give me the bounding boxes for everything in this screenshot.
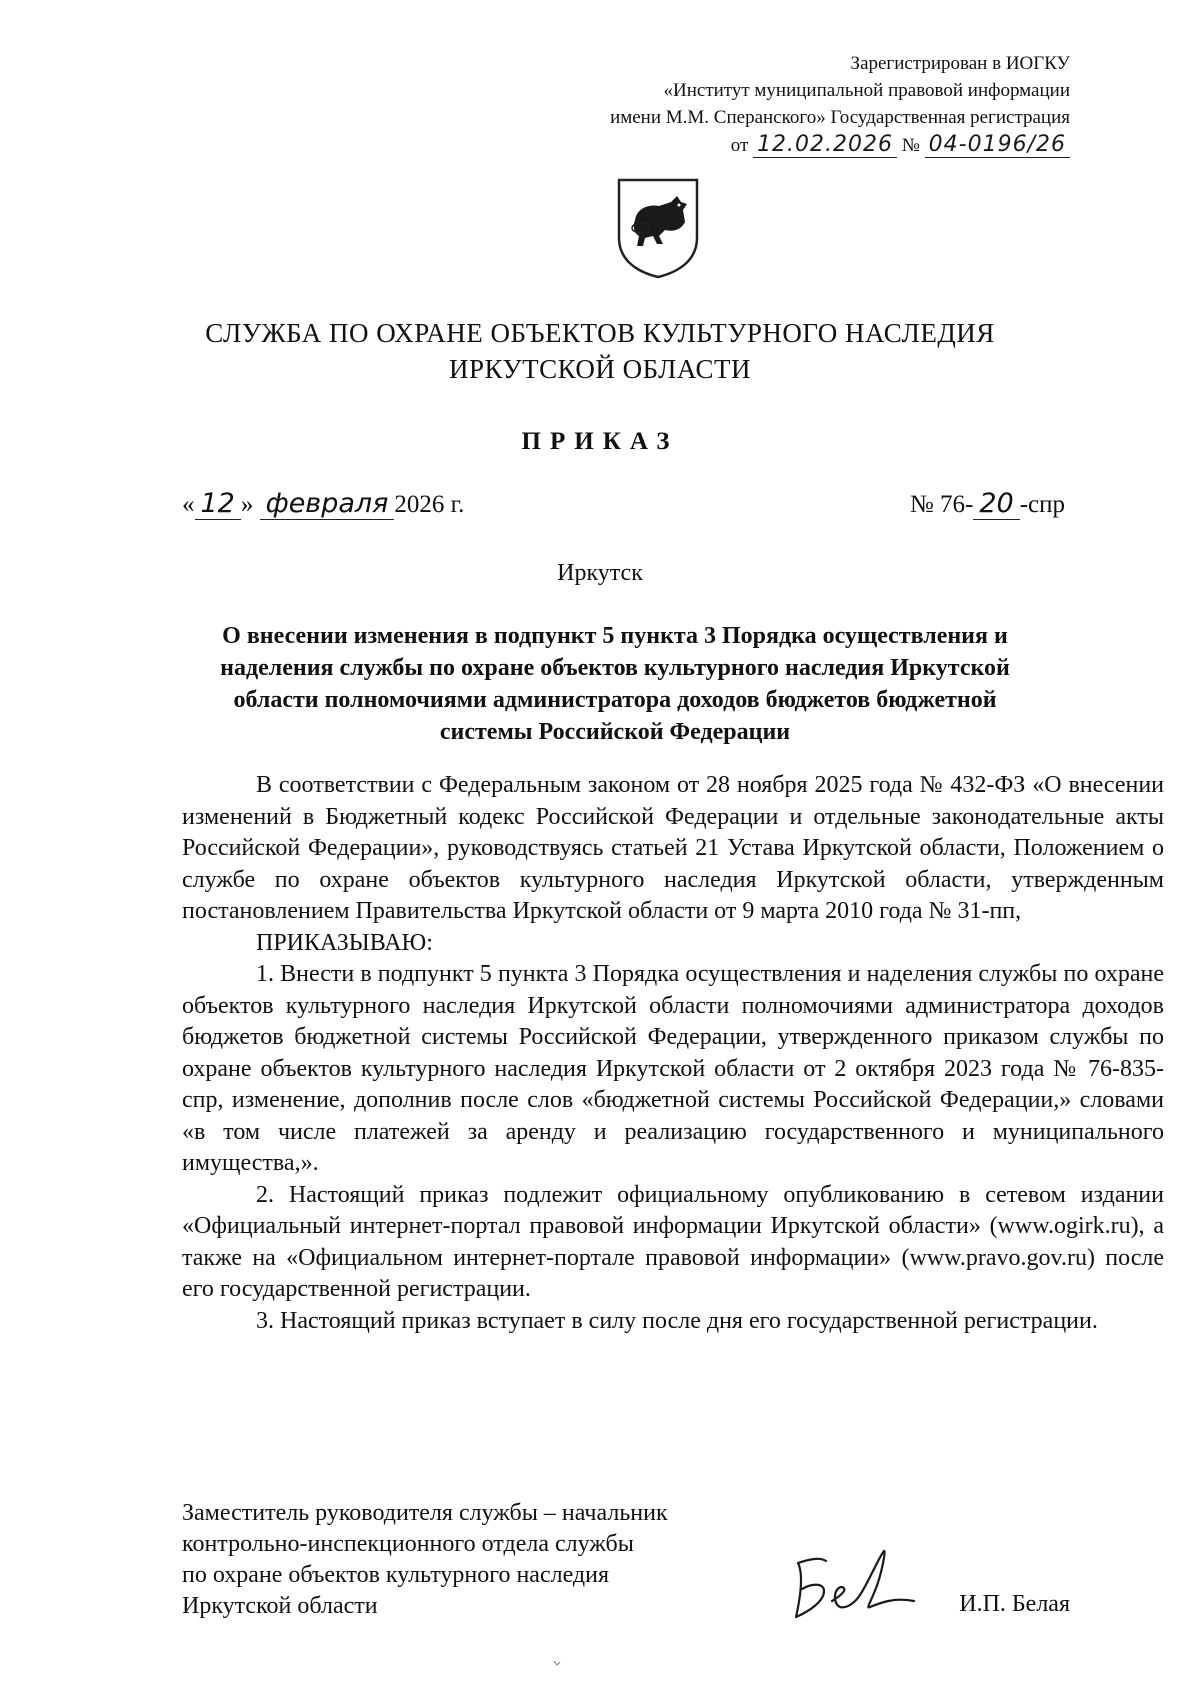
signatory-title — [182, 1498, 668, 1622]
registration-number: 04-0196/26 — [925, 132, 1070, 158]
order-date — [182, 488, 464, 519]
close-quote: » — [240, 491, 254, 518]
registration-stamp — [610, 50, 1070, 159]
order-number-prefix: № 76- — [909, 491, 974, 518]
signatory-line-3: по охране объектов культурного наследия — [182, 1562, 610, 1588]
organization-line-2: ИРКУТСКОЙ ОБЛАСТИ — [449, 354, 751, 384]
organization-line-1: СЛУЖБА ПО ОХРАНЕ ОБЪЕКТОВ КУЛЬТУРНОГО НАСЛЕДИЯ — [205, 318, 995, 348]
registration-line-4 — [610, 131, 1070, 159]
registration-from-label: от — [730, 135, 749, 156]
order-number-hand: 20 — [973, 488, 1019, 520]
registration-line-1: Зарегистрирован в ИОГКУ — [850, 53, 1070, 74]
open-quote: « — [182, 491, 195, 518]
registration-date: 12.02.2026 — [753, 132, 897, 158]
registration-line-3: имени М.М. Сперанского» Государственная регистрация — [610, 107, 1070, 128]
item-3-paragraph: 3. Настоящий приказ вступает в силу после дня его государственной регистрации. — [256, 1307, 1098, 1334]
registration-line-2: «Институт муниципальной правовой информации — [663, 80, 1070, 101]
document-type: ПРИКАЗ — [521, 428, 679, 455]
order-day: 12 — [195, 488, 241, 520]
signatory-line-4: Иркутской области — [182, 1593, 378, 1619]
organization-name — [0, 315, 1200, 387]
order-number-suffix: -спр — [1019, 491, 1065, 518]
city: Иркутск — [557, 560, 643, 586]
document-heading: О внесении изменения в подпункт 5 пункта 3 Порядка осуществления и наделения службы по охране объектов культурного наследия Иркутской области полномочиями администратора доходов бюджетов бюджетной системы Российской Федерации — [220, 623, 1010, 745]
order-month: февраля — [260, 488, 395, 520]
preamble-paragraph: В соответствии с Федеральным законом от 28 ноября 2025 года № 432-ФЗ «О внесении изменений в Бюджетный кодекс Российской Федерации и отдельные законодательные акты Российской Федерации», руководствуясь статьей 21 Устава Иркутской области, Положением о службе по охране объектов культурного наследия Иркутской области, утвержденным постановлением Правительства Иркутской области от 9 марта 2010 года № 31-пп, — [182, 772, 1164, 924]
signatory-name: И.П. Белая — [959, 1591, 1070, 1617]
order-number — [910, 488, 1065, 519]
signatory-line-1: Заместитель руководителя службы – начальник — [182, 1500, 668, 1526]
signatory-line-2: контрольно-инспекционного отдела службы — [182, 1531, 634, 1557]
scan-dot-icon — [553, 1660, 561, 1668]
item-2-paragraph: 2. Настоящий приказ подлежит официальному опубликованию в сетевом издании «Официальный интернет-портал правовой информации Иркутской области» (www.ogirk.ru), а также на «Официальном интернет-портале правовой информации» (www.pravo.gov.ru) после его государственной регистрации. — [182, 1181, 1164, 1302]
order-word: ПРИКАЗЫВАЮ: — [256, 929, 433, 956]
irkutsk-coat-of-arms-icon — [615, 176, 701, 280]
order-year: 2026 г. — [394, 491, 465, 518]
handwritten-signature-icon — [790, 1545, 920, 1625]
registration-number-label: № — [901, 135, 920, 156]
item-1-paragraph: 1. Внести в подпункт 5 пункта 3 Порядка осуществления и наделения службы по охране объектов культурного наследия Иркутской области полномочиями администратора доходов бюджетов бюджетной системы Российской Федерации, утвержденного приказом службы по охране объектов культурного наследия Иркутской области от 2 октября 2023 года № 76-835-спр, изменение, дополнив после слов «бюджетной системы Российской Федерации,» словами «в том числе платежей за аренду и реализацию государственного и муниципального имущества,». — [182, 961, 1164, 1176]
document-body — [182, 770, 1164, 1337]
